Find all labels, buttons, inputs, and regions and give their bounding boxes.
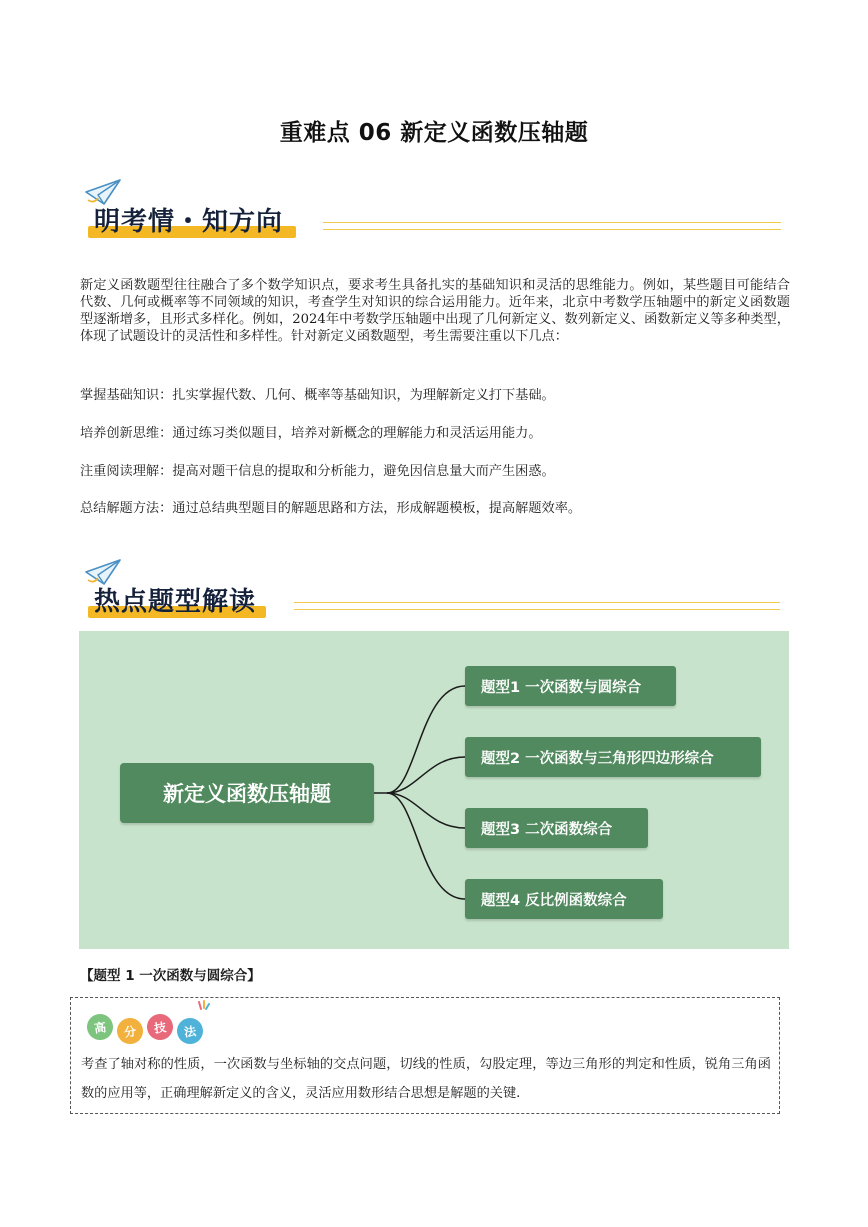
badge-char: 技 [147,1014,173,1040]
type1-heading: 【题型 1 一次函数与圆综合】 [80,968,261,984]
mind-map-node-type1: 题型1 一次函数与圆综合 [465,666,676,706]
point-item: 总结解题方法：通过总结典型题目的解题思路和方法，形成解题模板，提高解题效率。 [80,501,582,516]
page-title: 重难点 06 新定义函数压轴题 [279,120,589,146]
sparkle-icon [195,1000,211,1016]
mind-map-center-node: 新定义函数压轴题 [120,763,374,823]
intro-paragraph: 新定义函数题型往往融合了多个数学知识点，要求考生具备扎实的基础知识和灵活的思维能力。例如，某些题目可能结合代数、几何或概率等不同领域的知识，考查学生对知识的综合运用能力。近年来，北京中考数学压轴题中的新定义函数题型逐渐增多，且形式多样化。例如，2024年中考数学压轴题中出现了几何新定义、数列新定义、函数新定义等多种类型，体现了试题设计的灵活性和多样性。针对新定义函数题型，考生需要注重以下几点： [80,278,790,344]
mind-map [79,631,789,949]
badge-char: 法 [177,1018,203,1044]
section-header-exam-trend [80,178,790,248]
decorative-rule [294,602,780,610]
section-header-hot-topics [80,558,790,628]
point-item: 培养创新思维：通过练习类似题目，培养对新概念的理解能力和灵活运用能力。 [80,426,542,441]
section-title: 热点题型解读 [94,587,257,617]
badge-char: 分 [117,1018,143,1044]
mind-map-node-type3: 题型3 二次函数综合 [465,808,648,848]
tip-text: 考查了轴对称的性质，一次函数与坐标轴的交点问题，切线的性质，勾股定理，等边三角形的判定和性质，锐角三角函数的应用等，正确理解新定义的含义，灵活应用数形结合思想是解题的关键. [81,1057,771,1101]
tip-box [70,997,780,1114]
decorative-rule [323,222,781,230]
point-item: 注重阅读理解：提高对题干信息的提取和分析能力，避免因信息量大而产生困惑。 [80,464,555,479]
badge-char: 高 [87,1014,113,1040]
section-title: 明考情・知方向 [94,207,284,237]
point-item: 掌握基础知识：扎实掌握代数、几何、概率等基础知识，为理解新定义打下基础。 [80,388,555,403]
mind-map-node-type4: 题型4 反比例函数综合 [465,879,663,919]
mind-map-node-type2: 题型2 一次函数与三角形四边形综合 [465,737,761,777]
